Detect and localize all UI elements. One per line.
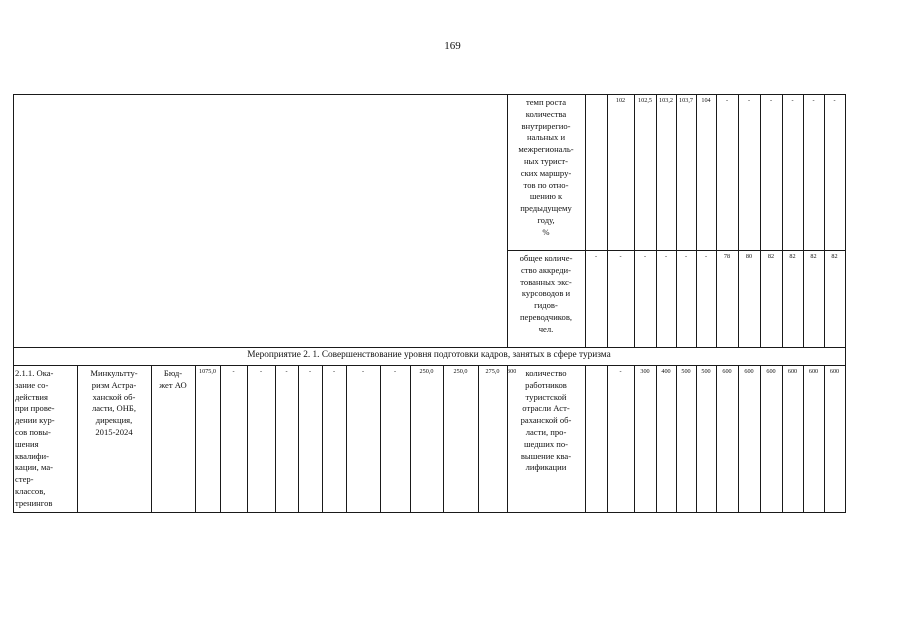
value-cell: - [594,253,598,260]
value-cell: - [684,253,688,260]
table-top-border [13,94,845,95]
funding-cell: - [393,368,397,375]
section-heading: Мероприятие 2. 1. Совершенствование уровня подготовки кадров, занятых в сфере туризма [247,350,611,360]
value-cell: 400 [661,368,671,375]
funding-cell: 1075,0 [198,368,216,375]
value-cell: - [747,97,751,104]
value-cell: - [619,253,622,260]
value-cell: 600 [787,368,798,375]
value-cell: 600 [722,368,732,375]
value-cell: 600 [744,368,754,375]
row-divider [13,365,845,366]
value-cell: 82 [810,253,817,260]
funding-cell: 250,0 [453,368,468,375]
value-cell [585,97,607,251]
table-right-border [845,94,846,513]
indicator-cell: темп роста количества внутрирегио- нальных и межрегиональ- ных турист- ских маршру- тов по отно- шению к предыдущему году, % [518,97,574,237]
page-number: 169 [444,40,461,52]
value-cell: 102 [615,97,626,104]
table-left-border [13,94,14,513]
value-cell: 102,5 [638,97,652,104]
funding-cell: - [259,368,263,375]
value-cell: 78 [723,253,731,260]
value-cell: 82 [767,253,775,260]
funding-cell: - [285,368,288,375]
indicator-cell: общее количе- ство аккреди- тованных экс- курсоводов и гидов- переводчиков, чел. [519,253,573,334]
value-cell: - [619,368,622,375]
value-cell: - [812,97,815,104]
value-cell: - [833,97,836,104]
funding-cell: - [308,368,312,375]
activity-name-cell: 2.1.1. Ока- зание со- действия при прове- дении кур- сов повы- шения квалифи- кации, ма- стер- классов, тренингов [15,368,55,508]
value-cell [585,368,607,513]
value-cell: 80 [745,253,753,260]
funding-cell: - [332,368,336,375]
value-cell: 300 [640,368,650,375]
value-cell: 500 [701,368,711,375]
value-cell: 500 [681,368,691,375]
value-cell: 600 [766,368,776,375]
value-cell: - [791,97,794,104]
funding-cell: 275,0 [485,368,500,375]
value-cell: 103,2 [659,97,673,104]
funding-source-cell: Бюд- жет АО [159,368,187,390]
value-cell: - [664,253,668,260]
value-cell: - [704,253,708,260]
value-cell: - [643,253,647,260]
value-cell: - [769,97,773,104]
value-cell: 104 [701,97,711,104]
value-cell: 103,7 [679,97,693,104]
indicator-cell: количество работников туристской отрасли Аст- раханской об- ласти, про- шедших по- вышение ква- лификации [520,368,572,473]
value-cell: 82 [831,253,838,260]
value-cell: 600 [808,368,819,375]
funding-cell: 250,0 [419,368,434,375]
value-cell: 82 [789,253,796,260]
funding-cell: - [232,368,235,375]
value-cell: - [725,97,729,104]
executor-cell: Минкультту- ризм Астра- ханской об- ласти, ОНБ, дирекция, 2015-2024 [90,368,138,437]
funding-cell: 300 [507,368,517,375]
funding-cell: - [361,368,365,375]
value-cell: 600 [829,368,840,375]
